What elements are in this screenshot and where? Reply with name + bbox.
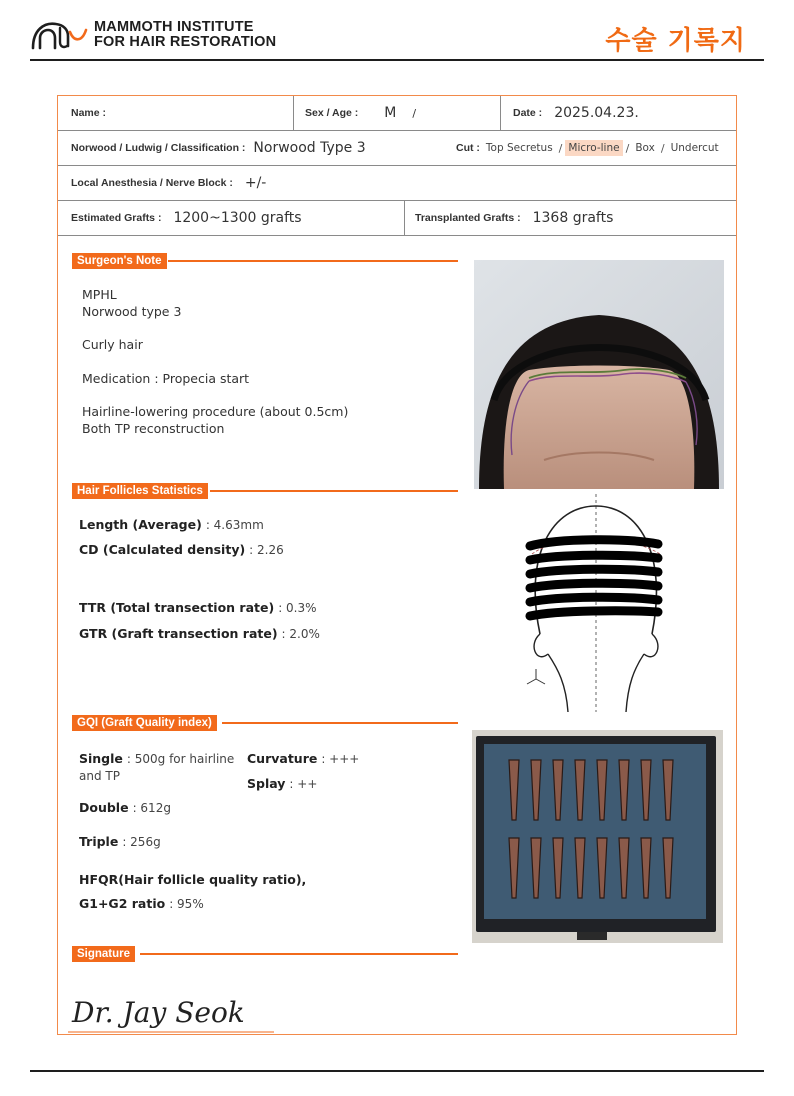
surgeon-note-header bbox=[72, 253, 458, 269]
row-anesthesia bbox=[58, 166, 736, 201]
classification-label: Norwood / Ludwig / Classification : bbox=[71, 142, 246, 154]
signature-heading: Signature bbox=[72, 946, 135, 962]
ttr-value: : 0.3% bbox=[278, 601, 317, 615]
name-label: Name : bbox=[71, 107, 107, 119]
gtr-label: GTR (Graft transection rate) bbox=[79, 626, 278, 641]
hairline-photo bbox=[474, 260, 724, 489]
divider bbox=[293, 96, 294, 130]
triple-label: Triple bbox=[79, 834, 119, 849]
curvature-value: : +++ bbox=[321, 752, 360, 766]
curvature-stat bbox=[247, 751, 359, 766]
double-value: : 612g bbox=[132, 801, 171, 815]
donor-area-diagram bbox=[518, 494, 668, 712]
cut-option-box[interactable]: Box bbox=[635, 142, 655, 154]
cut-label: Cut : bbox=[456, 142, 480, 154]
divider bbox=[500, 96, 501, 130]
mammoth-logo-icon bbox=[30, 18, 90, 52]
note-line: Curly hair bbox=[82, 337, 143, 352]
cut-option-top-secretus[interactable]: Top Secretus bbox=[485, 142, 553, 154]
divider bbox=[404, 201, 405, 235]
gtr-value: : 2.0% bbox=[281, 627, 320, 641]
transplanted-grafts-value[interactable]: 1368 grafts bbox=[532, 210, 614, 226]
note-line: Norwood type 3 bbox=[82, 304, 182, 319]
surgeon-note-lines-2 bbox=[82, 403, 348, 437]
cut-option-undercut[interactable]: Undercut bbox=[670, 142, 719, 154]
note-line: MPHL bbox=[82, 287, 117, 302]
g1g2-label: G1+G2 ratio bbox=[79, 896, 166, 911]
cut-separator: / bbox=[625, 141, 630, 155]
gqi-heading: GQI (Graft Quality index) bbox=[72, 715, 217, 731]
signature-header bbox=[72, 946, 458, 962]
anesthesia-value[interactable]: +/- bbox=[244, 175, 267, 191]
sex-age-separator: / bbox=[412, 106, 417, 120]
double-stat bbox=[79, 800, 171, 815]
hfqr-stat bbox=[79, 872, 306, 887]
transplanted-grafts-label: Transplanted Grafts : bbox=[415, 212, 521, 224]
surgeon-note-heading: Surgeon's Note bbox=[72, 253, 167, 269]
section-rule bbox=[222, 722, 458, 724]
triple-value: : 256g bbox=[122, 835, 161, 849]
classification-value[interactable]: Norwood Type 3 bbox=[253, 140, 366, 156]
double-label: Double bbox=[79, 800, 129, 815]
note-line: Both TP reconstruction bbox=[82, 421, 225, 436]
estimated-grafts-label: Estimated Grafts : bbox=[71, 212, 162, 224]
cut-separator: / bbox=[558, 141, 563, 155]
transplanted-grafts-cell bbox=[415, 201, 613, 235]
row-name-sex-date bbox=[58, 96, 736, 131]
name-cell bbox=[71, 96, 118, 130]
row-grafts bbox=[58, 201, 736, 236]
triple-stat bbox=[79, 834, 161, 849]
date-cell bbox=[513, 96, 639, 130]
g1g2-value: : 95% bbox=[169, 897, 204, 911]
single-label: Single bbox=[79, 751, 123, 766]
splay-value: : ++ bbox=[289, 777, 318, 791]
bottom-divider bbox=[30, 1070, 764, 1072]
note-line: Hairline-lowering procedure (about 0.5cm) bbox=[82, 404, 349, 419]
cut-separator: / bbox=[660, 141, 665, 155]
splay-label: Splay bbox=[247, 776, 286, 791]
logo-text bbox=[94, 20, 276, 50]
curvature-label: Curvature bbox=[247, 751, 318, 766]
signature-image bbox=[66, 986, 276, 1036]
single-stat bbox=[79, 750, 234, 785]
cd-value: : 2.26 bbox=[249, 543, 284, 557]
anesthesia-cell bbox=[71, 166, 266, 200]
length-stat bbox=[79, 517, 264, 532]
cut-cell bbox=[456, 131, 722, 165]
estimated-grafts-cell bbox=[71, 201, 302, 235]
row-classification-cut bbox=[58, 131, 736, 166]
surgeon-note-lines-1 bbox=[82, 286, 181, 320]
follicles-header bbox=[72, 483, 458, 499]
classification-cell bbox=[71, 131, 366, 165]
record-frame bbox=[57, 95, 737, 1035]
gtr-stat bbox=[79, 626, 320, 641]
sex-value[interactable]: M bbox=[384, 105, 397, 121]
date-label: Date : bbox=[513, 107, 543, 119]
single-value-cont: and TP bbox=[79, 769, 120, 783]
graft-monitor-photo bbox=[472, 730, 723, 943]
g1g2-stat bbox=[79, 896, 204, 911]
document-title: 수술 기록지 bbox=[605, 26, 746, 56]
cut-option-micro-line[interactable]: Micro-line bbox=[565, 140, 622, 156]
ttr-stat bbox=[79, 600, 317, 615]
note-line: Medication : Propecia start bbox=[82, 371, 250, 386]
sex-age-cell bbox=[305, 96, 416, 130]
section-rule bbox=[210, 490, 458, 492]
section-rule bbox=[168, 260, 458, 262]
single-value: : 500g for hairline bbox=[126, 752, 235, 766]
length-label: Length (Average) bbox=[79, 517, 202, 532]
splay-stat bbox=[247, 776, 317, 791]
follicles-heading: Hair Follicles Statistics bbox=[72, 483, 208, 499]
logo-line-2: FOR HAIR RESTORATION bbox=[94, 34, 277, 50]
hfqr-label: HFQR(Hair follicle quality ratio), bbox=[79, 872, 307, 887]
ttr-label: TTR (Total transection rate) bbox=[79, 600, 275, 615]
cd-stat bbox=[79, 542, 284, 557]
cd-label: CD (Calculated density) bbox=[79, 542, 246, 557]
section-rule bbox=[140, 953, 458, 955]
institute-logo bbox=[30, 16, 290, 56]
date-value[interactable]: 2025.04.23. bbox=[554, 105, 639, 121]
svg-text:Dr. Jay Seok: Dr. Jay Seok bbox=[72, 996, 245, 1029]
sex-age-label: Sex / Age : bbox=[305, 107, 359, 119]
logo-line-1: MAMMOTH INSTITUTE bbox=[94, 19, 254, 35]
top-divider bbox=[30, 59, 764, 61]
anesthesia-label: Local Anesthesia / Nerve Block : bbox=[71, 177, 233, 189]
gqi-header bbox=[72, 715, 458, 731]
length-value: : 4.63mm bbox=[205, 518, 264, 532]
estimated-grafts-value[interactable]: 1200~1300 grafts bbox=[173, 210, 302, 226]
